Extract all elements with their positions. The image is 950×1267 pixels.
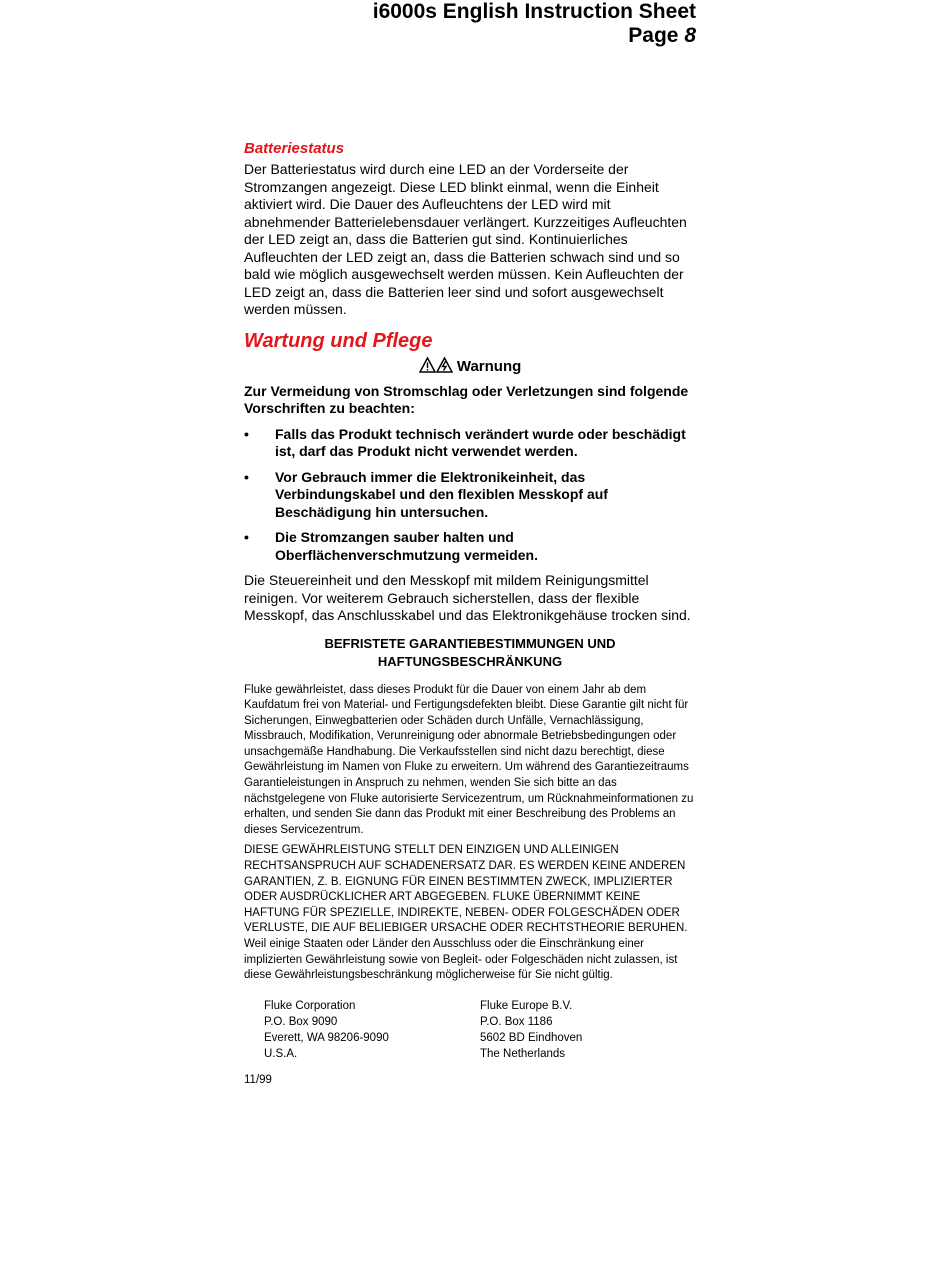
maintenance-heading: Wartung und Pflege <box>244 329 433 352</box>
warranty-paragraph-1: Fluke gewährleistet, dass dieses Produkt für die Dauer von einem Jahr ab dem Kaufdatum frei von Material- und Fertigungsdefekten bleibt. Diese Garantie gilt nicht für Sicherungen, Einwegbatterien oder Schäden durch Unfälle, Vernachlässigung, Missbrauch, Modifikation, Verunreinigung oder abnormale Betriebsbedingungen oder unsachgemäße Handhabung. Die Verkaufsstellen sind nicht dazu berechtigt, diese Gewährleistung im Namen von Fluke zu erweitern. Um während des Garantiezeitraums Garantieleistungen in Anspruch zu nehmen, wenden Sie sich bitte an das nächstgelegene von Fluke autorisierte Servicezentrum, um Rücknahmeinformationen zu erhalten, und senden Sie dann das Produkt mit einer Beschreibung des Problems an dieses Servicezentrum. <box>244 683 694 836</box>
warning-list <box>244 426 696 565</box>
bullet-marker: • <box>244 425 249 442</box>
document-header <box>373 0 696 48</box>
address-line: 5602 BD Eindhoven <box>480 1031 583 1044</box>
bullet-marker: • <box>244 468 249 485</box>
page-number-line <box>373 24 696 48</box>
battery-status-text: Der Batteriestatus wird durch eine LED an der Vorderseite der Stromzangen angezeigt. Diese LED blinkt einmal, wenn die Einheit aktiviert wird. Die Dauer des Aufleuchtens der LED wird mit abnehmender Batterielebensdauer verlängert. Kurzzeitiges Aufleuchten der LED zeigt an, dass die Batterien gut sind. Kontinuierliches Aufleuchten der LED zeigt an, dass die Batterien schwach sind und so bald wie möglich ausgewechselt werden müssen. Kein Aufleuchten der LED zeigt an, dass die Batterien leer sind und sofort ausgewechselt werden müssen. <box>244 161 687 317</box>
warning-label: Warnung <box>456 357 522 375</box>
list-item-text: Die Stromzangen sauber halten und Oberflächenverschmutzung vermeiden. <box>275 529 538 563</box>
page-content <box>244 140 696 1086</box>
address-line: P.O. Box 9090 <box>264 1015 338 1028</box>
list-item <box>244 426 696 461</box>
address-line: Fluke Corporation <box>264 999 356 1012</box>
page-label: Page <box>628 24 679 47</box>
warning-triangle-icon <box>419 357 436 373</box>
address-line: Fluke Europe B.V. <box>480 999 573 1012</box>
address-line: Everett, WA 98206-9090 <box>264 1031 389 1044</box>
warranty-heading <box>244 635 696 671</box>
cleaning-text: Die Steuereinheit und den Messkopf mit mildem Reinigungsmittel reinigen. Vor weiterem Gebrauch sicherstellen, dass der flexible Messkopf, das Anschlusskabel und das Elektronikgehäuse trocken sind. <box>244 572 691 623</box>
warning-heading <box>244 357 696 377</box>
addresses <box>264 998 696 1062</box>
list-item-text: Falls das Produkt technisch verändert wurde oder beschädigt ist, darf das Produkt nicht verwendet werden. <box>275 425 686 459</box>
address-line: U.S.A. <box>264 1047 298 1060</box>
address-us <box>264 998 480 1062</box>
page-number: 8 <box>684 24 696 47</box>
revision-date: 11/99 <box>244 1073 272 1086</box>
bullet-marker: • <box>244 529 249 545</box>
list-item-text: Vor Gebrauch immer die Elektronikeinheit, das Verbindungskabel und den flexiblen Messkopf auf Beschädigung hin untersuchen. <box>275 468 608 520</box>
list-item <box>244 529 696 564</box>
address-line: The Netherlands <box>480 1047 566 1060</box>
warranty-heading-line2: HAFTUNGSBESCHRÄNKUNG <box>377 653 563 669</box>
battery-status-heading: Batteriestatus <box>244 140 345 157</box>
address-eu <box>480 998 696 1062</box>
list-item <box>244 469 696 522</box>
warranty-heading-line1: BEFRISTETE GARANTIEBESTIMMUNGEN UND <box>324 635 616 651</box>
warning-intro: Zur Vermeidung von Stromschlag oder Verletzungen sind folgende Vorschriften zu beachten: <box>244 382 689 416</box>
document-title: i6000s English Instruction Sheet <box>372 0 696 23</box>
address-line: P.O. Box 1186 <box>480 1015 553 1028</box>
warranty-paragraph-2: DIESE GEWÄHRLEISTUNG STELLT DEN EINZIGEN UND ALLEINIGEN RECHTSANSPRUCH AUF SCHADENERSATZ DAR. ES WERDEN KEINE ANDEREN GARANTIEN, Z. B. EIGNUNG FÜR EINEN BESTIMMTEN ZWECK, IMPLIZIERTER ODER AUSDRÜCKLICHER ART ABGEGEBEN. FLUKE ÜBERNIMMT KEINE HAFTUNG FÜR SPEZIELLE, INDIREKTE, NEBEN- ODER FOLGESCHÄDEN ODER VERLUSTE, DIE AUF BELIEBIGER URSACHE ODER RECHTSTHEORIE BERUHEN. Weil einige Staaten oder Länder den Ausschluss oder die Einschränkung einer implizierten Gewährleistung sowie von Begleit- oder Folgeschäden nicht zulassen, ist diese Gewährleistungsbeschränkung möglicherweise für Sie nicht gültig. <box>244 844 688 982</box>
shock-hazard-icon <box>436 357 453 373</box>
